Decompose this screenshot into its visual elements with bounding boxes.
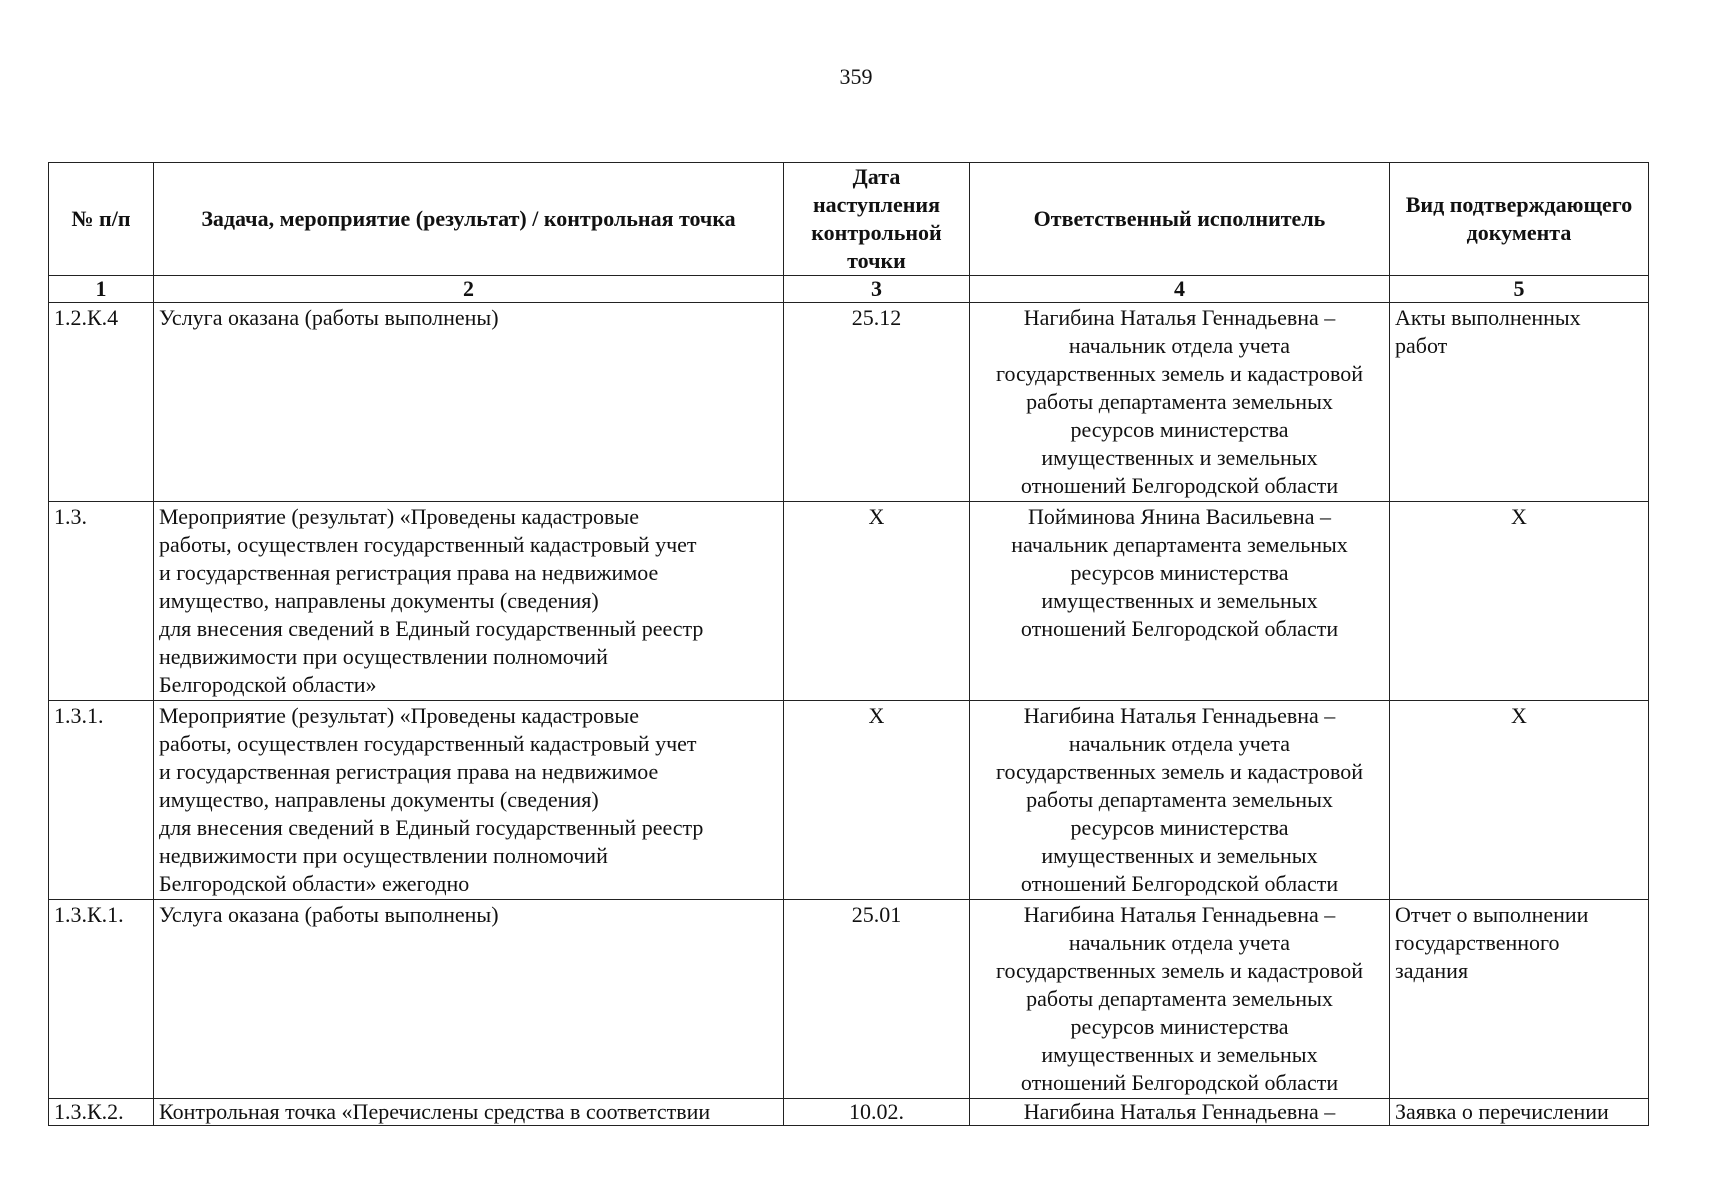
row-number: 1.3.К.1. bbox=[49, 900, 154, 1099]
responsible-line: Нагибина Наталья Геннадьевна – bbox=[1023, 305, 1336, 330]
responsible-line: Пойминова Янина Васильевна – bbox=[1028, 504, 1331, 529]
task-cell bbox=[154, 303, 784, 502]
task-line: Мероприятие (результат) «Проведены кадастровые bbox=[159, 504, 639, 529]
column-number: 3 bbox=[784, 276, 970, 303]
task-line: для внесения сведений в Единый государственный реестр bbox=[159, 616, 704, 641]
responsible-line: работы департамента земельных bbox=[1026, 986, 1333, 1011]
header-task: Задача, мероприятие (результат) / контрольная точка bbox=[154, 163, 784, 276]
responsible-line: ресурсов министерства bbox=[1070, 560, 1289, 585]
responsible-line: Нагибина Наталья Геннадьевна – bbox=[1023, 1099, 1336, 1124]
task-line: Белгородской области» bbox=[159, 672, 377, 697]
document-line: работ bbox=[1395, 333, 1448, 358]
responsible-line: начальник департамента земельных bbox=[1011, 532, 1348, 557]
responsible-line: ресурсов министерства bbox=[1070, 815, 1289, 840]
task-line: имущество, направлены документы (сведения) bbox=[159, 588, 599, 613]
responsible-line: государственных земель и кадастровой bbox=[996, 361, 1363, 386]
document-type-cell bbox=[1390, 1099, 1649, 1126]
responsible-line: начальник отдела учета bbox=[1068, 930, 1291, 955]
document-line: Отчет о выполнении bbox=[1395, 902, 1589, 927]
date-cell: 25.01 bbox=[784, 900, 970, 1099]
responsible-line: отношений Белгородской области bbox=[1020, 473, 1339, 498]
document-line: Заявка о перечислении bbox=[1395, 1099, 1609, 1124]
column-numbers-row bbox=[49, 276, 1649, 303]
row-number: 1.3.К.2. bbox=[49, 1099, 154, 1126]
column-number: 1 bbox=[49, 276, 154, 303]
task-line: работы, осуществлен государственный кадастровый учет bbox=[159, 532, 697, 557]
task-line: Услуга оказана (работы выполнены) bbox=[159, 305, 499, 330]
column-number: 4 bbox=[970, 276, 1390, 303]
responsible-line: отношений Белгородской области bbox=[1020, 871, 1339, 896]
table-row bbox=[49, 1099, 1649, 1126]
document-type-cell bbox=[1390, 303, 1649, 502]
task-line: работы, осуществлен государственный кадастровый учет bbox=[159, 731, 697, 756]
document-line: задания bbox=[1395, 958, 1469, 983]
row-number: 1.3. bbox=[49, 502, 154, 701]
responsible-line: начальник отдела учета bbox=[1068, 731, 1291, 756]
task-line: Мероприятие (результат) «Проведены кадастровые bbox=[159, 703, 639, 728]
task-cell bbox=[154, 502, 784, 701]
responsible-line: Нагибина Наталья Геннадьевна – bbox=[1023, 703, 1336, 728]
responsible-cell bbox=[970, 900, 1390, 1099]
responsible-line: Нагибина Наталья Геннадьевна – bbox=[1023, 902, 1336, 927]
responsible-line: отношений Белгородской области bbox=[1020, 1070, 1339, 1095]
responsible-line: ресурсов министерства bbox=[1070, 1014, 1289, 1039]
task-line: недвижимости при осуществлении полномочий bbox=[159, 644, 608, 669]
responsible-line: государственных земель и кадастровой bbox=[996, 759, 1363, 784]
header-number: № п/п bbox=[49, 163, 154, 276]
page-number: 359 bbox=[839, 64, 873, 89]
document-type-cell bbox=[1390, 502, 1649, 701]
task-line: имущество, направлены документы (сведения) bbox=[159, 787, 599, 812]
responsible-line: ресурсов министерства bbox=[1070, 417, 1289, 442]
row-number: 1.2.К.4 bbox=[49, 303, 154, 502]
date-cell: 25.12 bbox=[784, 303, 970, 502]
document-type-cell bbox=[1390, 900, 1649, 1099]
responsible-cell bbox=[970, 303, 1390, 502]
task-cell bbox=[154, 900, 784, 1099]
responsible-cell bbox=[970, 1099, 1390, 1126]
task-cell bbox=[154, 1099, 784, 1126]
date-cell: 10.02. bbox=[784, 1099, 970, 1126]
column-number: 2 bbox=[154, 276, 784, 303]
task-line: Контрольная точка «Перечислены средства в соответствии bbox=[159, 1099, 711, 1124]
responsible-line: отношений Белгородской области bbox=[1020, 616, 1339, 641]
responsible-line: начальник отдела учета bbox=[1068, 333, 1291, 358]
task-line: Белгородской области» ежегодно bbox=[159, 871, 470, 896]
responsible-line: имущественных и земельных bbox=[1041, 843, 1318, 868]
task-line: и государственная регистрация права на недвижимое bbox=[159, 560, 659, 585]
control-points-table bbox=[48, 162, 1649, 1126]
task-line: недвижимости при осуществлении полномочий bbox=[159, 843, 608, 868]
task-line: Услуга оказана (работы выполнены) bbox=[159, 902, 499, 927]
responsible-line: имущественных и земельных bbox=[1041, 1042, 1318, 1067]
responsible-line: имущественных и земельных bbox=[1041, 588, 1318, 613]
column-number: 5 bbox=[1390, 276, 1649, 303]
table-row bbox=[49, 303, 1649, 502]
header-document-type: Вид подтверждающего документа bbox=[1390, 163, 1649, 276]
table-row bbox=[49, 900, 1649, 1099]
date-cell: Х bbox=[784, 701, 970, 900]
task-line: для внесения сведений в Единый государственный реестр bbox=[159, 815, 704, 840]
row-number: 1.3.1. bbox=[49, 701, 154, 900]
responsible-cell bbox=[970, 502, 1390, 701]
document-line: государственного bbox=[1395, 930, 1560, 955]
document-line: Х bbox=[1511, 703, 1527, 728]
task-line: и государственная регистрация права на недвижимое bbox=[159, 759, 659, 784]
header-responsible: Ответственный исполнитель bbox=[970, 163, 1390, 276]
table-row bbox=[49, 502, 1649, 701]
table-row bbox=[49, 701, 1649, 900]
responsible-line: имущественных и земельных bbox=[1041, 445, 1318, 470]
document-line: Акты выполненных bbox=[1395, 305, 1581, 330]
header-date: Дата наступления контрольной точки bbox=[784, 163, 970, 276]
date-cell: Х bbox=[784, 502, 970, 701]
responsible-line: работы департамента земельных bbox=[1026, 787, 1333, 812]
responsible-line: работы департамента земельных bbox=[1026, 389, 1333, 414]
document-line: Х bbox=[1511, 504, 1527, 529]
table-header-row bbox=[49, 163, 1649, 276]
responsible-line: государственных земель и кадастровой bbox=[996, 958, 1363, 983]
document-type-cell bbox=[1390, 701, 1649, 900]
responsible-cell bbox=[970, 701, 1390, 900]
task-cell bbox=[154, 701, 784, 900]
